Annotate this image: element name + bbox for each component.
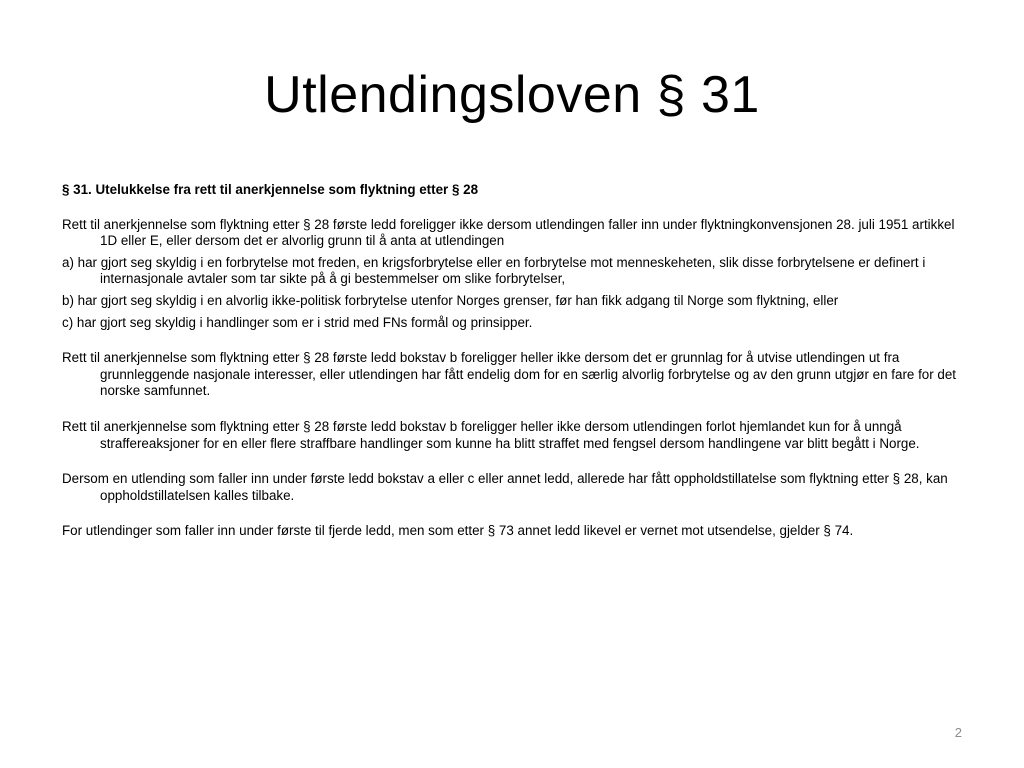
paragraph-item-c: c) har gjort seg skyldig i handlinger som er i strid med FNs formål og prinsipper. <box>62 314 533 330</box>
page-number: 2 <box>954 725 962 740</box>
paragraph-third-ledd: Rett til anerkjennelse som flyktning etter § 28 første ledd bokstav b foreligger heller ikke dersom utlendingen forlot hjemlandet kun for å unngå straffereaksjoner for en eller flere straffbare handlinger som kunne ha blitt straffet med fengsel dersom handlingene var blitt begått i Norge. <box>62 418 920 451</box>
paragraph-second-ledd: Rett til anerkjennelse som flyktning etter § 28 første ledd bokstav b foreligger heller ikke dersom det er grunnlag for å utvise utlendingen ut fra grunnleggende nasjonale interesser, eller utlendingen har fått endelig dom for en særlig alvorlig forbrytelse og av den grunn utgjør en fare for det norske samfunnet. <box>62 350 957 399</box>
paragraph-fourth-ledd: Dersom en utlending som faller inn under første ledd bokstav a eller c eller annet ledd, allerede har fått oppholdstillatelse som flyktning etter § 28, kan oppholdstillatelsen kalles tilbake. <box>62 471 948 503</box>
slide-content <box>62 182 962 540</box>
paragraph-item-a: a) har gjort seg skyldig i en forbrytelse mot freden, en krigsforbrytelse eller en forbrytelse mot menneskeheten, slik disse forbrytelsene er definert i internasjonale avtaler som tar sikte på å gi bestemmelser om slike forbrytelser, <box>62 254 926 287</box>
paragraph-item-b: b) har gjort seg skyldig i en alvorlig ikke-politisk forbrytelse utenfor Norges grenser, før han fikk adgang til Norge som flyktning, eller <box>62 292 839 308</box>
paragraph-fifth-ledd: For utlendinger som faller inn under første til fjerde ledd, men som etter § 73 annet ledd likevel er vernet mot utsendelse, gjelder § 74. <box>62 523 854 539</box>
slide-title: Utlendingsloven § 31 <box>264 66 760 124</box>
paragraph-intro: Rett til anerkjennelse som flyktning etter § 28 første ledd foreligger ikke dersom utlendingen faller inn under flyktningkonvensjonen 28. juli 1951 artikkel 1D eller E, eller dersom det er alvorlig grunn til å anta at utlendingen <box>62 216 955 249</box>
section-heading: § 31. Utelukkelse fra rett til anerkjennelse som flyktning etter § 28 <box>62 182 479 197</box>
